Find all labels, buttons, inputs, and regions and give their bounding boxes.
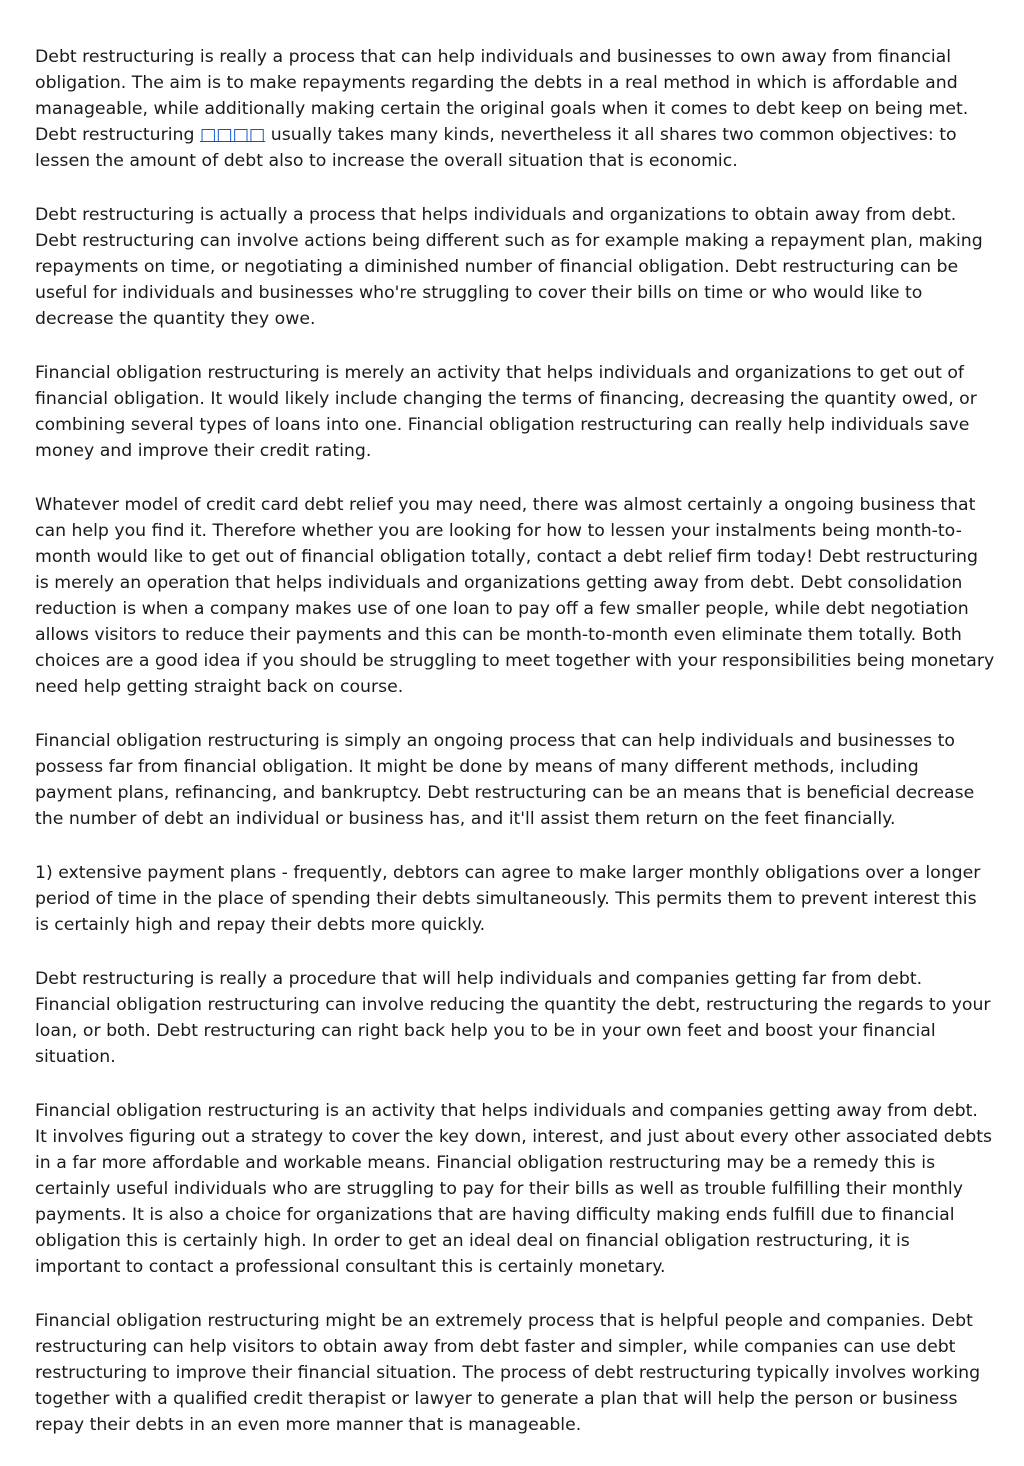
paragraph-4: Whatever model of credit card debt relief you may need, there was almost certainly a ongoing business that can help you find it. Therefore whether you are looking for how to lessen your instalments being month-to-month would like to get out of financial obligation totally, contact a debt relief firm today! Debt restructuring is merely an operation that helps individuals and organizations getting away from debt. Debt consolidation reduction is when a company makes use of one loan to pay off a few smaller people, while debt negotiation allows visitors to reduce their payments and this can be month-to-month even eliminate them totally. Both choices are a good idea if you should be struggling to meet together with your responsibilities being monetary need help getting straight back on course. <box>35 495 995 697</box>
paragraph-1-text-after: usually takes many kinds, nevertheless it all shares two common objectives: to lessen the amount of debt also to increase the overall situation that is economic. <box>35 125 957 171</box>
paragraph-8: Financial obligation restructuring is an activity that helps individuals and companies getting away from debt. It involves figuring out a strategy to cover the key down, interest, and just about every other associated debts in a far more affordable and workable means. Financial obligation restructuring may be a remedy this is certainly useful individuals who are struggling to pay for their bills as well as trouble fulfilling their monthly payments. It is also a choice for organizations that are having difficulty making ends fulfill due to financial obligation this is certainly high. In order to get an ideal deal on financial obligation restructuring, it is important to contact a professional consultant this is certainly monetary. <box>35 1101 993 1277</box>
paragraph-1 <box>35 44 995 174</box>
paragraph-2: Debt restructuring is actually a process that helps individuals and organizations to obtain away from debt. Debt restructuring can involve actions being different such as for example making a repayment plan, making repayments on time, or negotiating a diminished number of financial obligation. Debt restructuring can be useful for individuals and businesses who're struggling to cover their bills on time or who would like to decrease the quantity they owe. <box>35 205 983 329</box>
paragraph-5: Financial obligation restructuring is simply an ongoing process that can help individuals and businesses to possess far from financial obligation. It might be done by means of many different methods, including payment plans, refinancing, and bankruptcy. Debt restructuring can be an means that is beneficial decrease the number of debt an individual or business has, and it'll assist them return on the feet financially. <box>35 731 975 829</box>
paragraph-3: Financial obligation restructuring is merely an activity that helps individuals and organizations to get out of financial obligation. It would likely include changing the terms of financing, decreasing the quantity owed, or combining several types of loans into one. Financial obligation restructuring can really help individuals save money and improve their credit rating. <box>35 363 977 461</box>
paragraph-9: Financial obligation restructuring might be an extremely process that is helpful people and companies. Debt restructuring can help visitors to obtain away from debt faster and simpler, while companies can use debt restructuring to improve their financial situation. The process of debt restructuring typically involves working together with a qualified credit therapist or lawyer to generate a plan that will help the person or business repay their debts in an even more manner that is manageable. <box>35 1311 981 1435</box>
paragraph-1-text-before: Debt restructuring is really a process that can help individuals and businesses to own away from financial obligation. The aim is to make repayments regarding the debts in a real method in which is affordable and manageable, while additionally making certain the original goals when it comes to debt keep on being met. Debt restructuring <box>35 47 969 145</box>
paragraph-7: Debt restructuring is really a procedure that will help individuals and companies getting far from debt. Financial obligation restructuring can involve reducing the quantity the debt, restructuring the regards to your loan, or both. Debt restructuring can right back help you to be in your own feet and boost your financial situation. <box>35 969 991 1067</box>
document-body <box>35 44 995 1466</box>
inline-link[interactable]: □□□□ <box>199 125 266 145</box>
paragraph-6: 1) extensive payment plans - frequently, debtors can agree to make larger monthly obligations over a longer period of time in the place of spending their debts simultaneously. This permits them to prevent interest this is certainly high and repay their debts more quickly. <box>35 863 981 935</box>
